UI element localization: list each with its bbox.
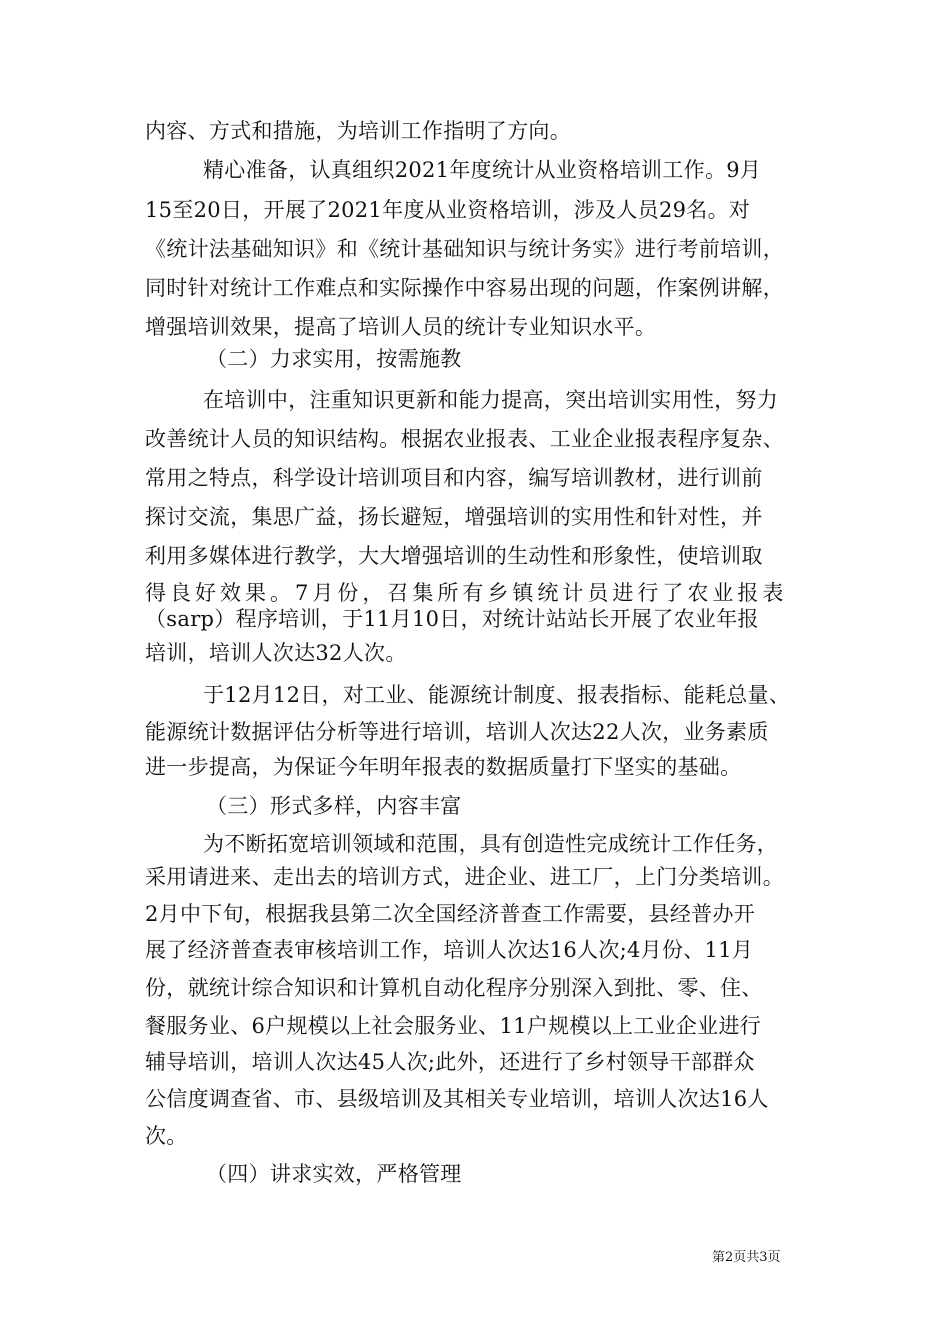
text-line: 于12月12日，对工业、能源统计制度、报表指标、能耗总量、 [203, 683, 791, 707]
text-line: 得良好效果。7月份，召集所有乡镇统计员进行了农业报表 [145, 581, 788, 605]
text-line: 展了经济普查表审核培训工作，培训人次达16人次;4月份、11月 [145, 938, 754, 962]
text-line: 餐服务业、6户规模以上社会服务业、11户规模以上工业企业进行 [145, 1014, 762, 1038]
text-line: 次。 [145, 1124, 188, 1148]
text-line: 份，就统计综合知识和计算机自动化程序分别深入到批、零、住、 [145, 976, 763, 1000]
text-line: 同时针对统计工作难点和实际操作中容易出现的问题，作案例讲解， [145, 276, 784, 300]
text-line: 2月中下旬，根据我县第二次全国经济普查工作需要，县经普办开 [145, 902, 756, 926]
text-line: 精心准备，认真组织2021年度统计从业资格培训工作。9月 [203, 158, 762, 182]
text-line: 为不断拓宽培训领域和范围，具有创造性完成统计工作任务， [203, 832, 779, 856]
section-heading: （二）力求实用，按需施教 [206, 347, 462, 371]
text-line: 增强培训效果，提高了培训人员的统计专业知识水平。 [145, 315, 657, 339]
text-line: 采用请进来、走出去的培训方式，进企业、进工厂，上门分类培训。 [145, 865, 784, 889]
text-line: 在培训中，注重知识更新和能力提高，突出培训实用性，努力 [203, 388, 779, 412]
text-line: 辅导培训，培训人次达45人次;此外，还进行了乡村领导干部群众 [145, 1050, 755, 1074]
text-line: 15至20日，开展了2021年度从业资格培训，涉及人员29名。对 [145, 198, 751, 222]
text-line: （sarp）程序培训，于11月10日，对统计站站长开展了农业年报 [145, 607, 759, 631]
text-line: 探讨交流，集思广益，扬长避短，增强培训的实用性和针对性，并 [145, 505, 763, 529]
page-number-footer: 第2页共3页 [712, 1250, 781, 1265]
text-line: 改善统计人员的知识结构。根据农业报表、工业企业报表程序复杂、 [145, 427, 784, 451]
text-line: 《统计法基础知识》和《统计基础知识与统计务实》进行考前培训， [145, 237, 784, 261]
text-line: 能源统计数据评估分析等进行培训，培训人次达22人次，业务素质 [145, 720, 769, 744]
text-line: 常用之特点，科学设计培训项目和内容，编写培训教材，进行训前 [145, 466, 763, 490]
text-line: 培训，培训人次达32人次。 [145, 641, 407, 665]
text-line: 进一步提高，为保证今年明年报表的数据质量打下坚实的基础。 [145, 755, 742, 779]
section-heading: （四）讲求实效，严格管理 [206, 1162, 462, 1186]
text-line: 利用多媒体进行教学，大大增强培训的生动性和形象性，使培训取 [145, 544, 763, 568]
section-heading: （三）形式多样，内容丰富 [206, 794, 462, 818]
text-line: 公信度调查省、市、县级培训及其相关专业培训，培训人次达16人 [145, 1087, 769, 1111]
text-line: 内容、方式和措施，为培训工作指明了方向。 [145, 119, 571, 143]
